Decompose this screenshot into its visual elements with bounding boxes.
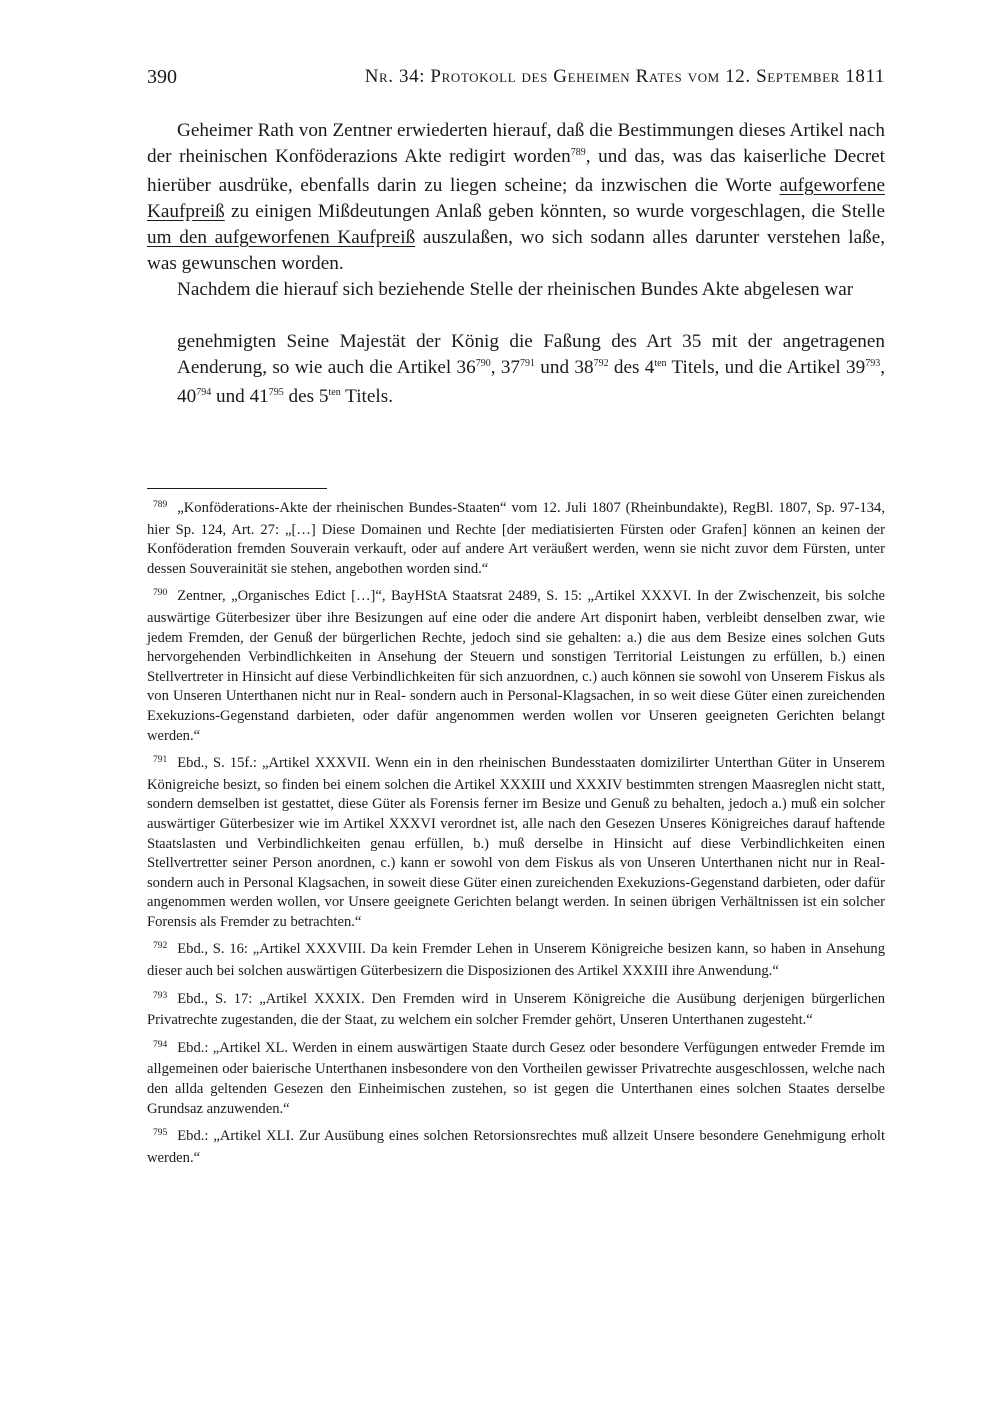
paragraph-2: Nachdem die hierauf sich beziehende Stelle der rheinischen Bundes Akte abgelesen war [177,279,854,300]
footnote-number: 791 [153,755,168,766]
main-text [147,118,885,413]
paragraph-3-text-c: und 38 [535,357,594,378]
footnote-ref-792: 792 [593,358,609,369]
footnote-text: „Konföderations-Akte der rheinischen Bundes-Staaten“ vom 12. Juli 1807 (Rheinbundakte), RegBl. 1807, Sp. 97-134, hier Sp. 124, Art. 27: „[…] Diese Domainen und Rechte [der mediatisierten Fürsten oder Grafen] können an keinen der Konföderation fremden Souverain verkauft, oder auf andere Art veräußert werden, wenn sie nicht zuvor dem Fürsten, unter dessen Souverainität sie stehen, angebothen worden sind.“ [147,500,885,577]
superscript-ten-2: ten [328,387,341,398]
footnote-text: Ebd., S. 16: „Artikel XXXVIII. Da kein Fremder Lehen in Unserem Königreiche besizen kann, so haben in Ansehung dieser auch bei solchen auswärtigen Güterbesizern die Disposizionen des Artikel XXXIII ihre Anwendung.“ [147,941,885,980]
footnote-number: 789 [153,500,168,510]
footnote-number: 794 [153,1039,168,1050]
paragraph-1 [147,118,885,277]
footnotes [147,499,885,1176]
footnote-789 [147,499,885,579]
paragraph-3-text-e: Titels, und die Artikel 39 [666,357,866,378]
paragraph-3-text-i: Titels. [340,386,394,407]
superscript-ten-1: ten [654,358,667,369]
page-number: 390 [147,66,177,88]
footnote-ref-791: 791 [520,358,536,369]
footnote-text: Zentner, „Organisches Edict […]“, BayHStA Staatsrat 2489, S. 15: „Artikel XXXVI. In der Zwischenzeit, bis solche auswärtige Güterbesizer über ihre Besizungen auf eine oder die andere Art disponirt haben, verbleibt denselben zwar, wie jedem Fremden, der Genuß der bürgerlichen Rechte, jedoch sind sie gehalten: a.) die aus dem Besize eines solchen Guts hervorgehenden Verbindlichkeiten in Ansehung der Steuern und sonstigen Territorial Leistungen zu erfüllen, b.) einen Stellvertreter in Hinsicht auf diese Verbindlichkeiten für sich anzuordnen, c.) auch können sie sowohl von Unserem Fiskus als von Unseren Unterthanen nicht nur in Real- sondern auch in Personal-Klagsachen, in so weit diese Güter einen zureichenden Exekuzions-Gegenstand darbieten, oder dafür angenommen werden wollen vor Unseren geeigneten Gerichten belangt werden.“ [147,588,885,744]
footnote-ref-789: 789 [570,147,586,158]
footnote-text: Ebd., S. 17: „Artikel XXXIX. Den Fremden wird in Unserem Königreiche die Ausübung derjenigen bürgerlichen Privatrechte zugestanden, die der Staat, zu welchem ein solcher Fremder gehört, Unseren Unterthanen zugesteht.“ [147,990,885,1029]
footnote-793 [147,990,885,1031]
footnote-791 [147,754,885,932]
footnote-divider [147,488,327,489]
footnote-number: 795 [153,1128,168,1139]
paragraph-1-text-d: auszulaßen, wo sich sodann alles darunter verstehen laße, was gewunschen worden. [147,227,886,274]
footnote-ref-790: 790 [475,358,491,369]
paragraph-3-text-h: des 5 [283,386,329,407]
footnote-ref-795: 795 [268,387,284,398]
underlined-phrase-1: aufgeworfene Kaufpreiß [147,175,885,222]
footnote-794 [147,1039,885,1119]
footnote-ref-793: 793 [865,358,881,369]
underlined-phrase-2: um den aufgeworfenen Kaufpreiß [147,227,416,248]
paragraph-1-text-a: Geheimer Rath von Zentner erwiederten hierauf, daß die Bestimmungen dieses Artikel nach der rheinischen Konföderazions Akte redigirt worden [147,120,885,167]
footnote-795 [147,1127,885,1168]
footnote-ref-794: 794 [196,387,212,398]
footnote-text: Ebd., S. 15f.: „Artikel XXXVII. Wenn ein in den rheinischen Bundesstaaten domizilirter Unterthan Güter in Unserem Königreiche besizt, so finden bei einem solchen die Artikel XXXIII und XXXIV bestimmten strengen Maasreglen nicht statt, sondern demselben ist gestattet, diese Güter als Forensis ferner im Besize und Genuß zu behalten, jedoch a.) muß ein solcher auswärtiger Güterbesizer wie im Artikel XXXVI verordnet ist, alle nach den Gesezen Unseres Königreiches darauf haftende Staatslasten und Verbindlichkeiten genau erfüllen, b.) muß derselbe in Hinsicht auf diese Verbindlichkeiten einen Stellvertretter seiner Person anordnen, c.) kann er sowohl von dem Fiskus als von Unseren Unterthanen nicht nur in Real- sondern auch in Personal Klagsachen, in soweit diese Güter einen zureichenden Exekuzions-Gegenstand darbieten, oder dafür angenommen werden wollen, vor Unsere geeignete Gerichten belangt werden. In seinen übrigen Verhältnissen ist ein solcher Forensis als Fremder zu betrachten.“ [147,755,885,930]
footnote-number: 793 [153,990,168,1001]
paragraph-3-text-b: , 37 [490,357,521,378]
paragraph-3-text-g: und 41 [211,386,269,407]
footnote-text: Ebd.: „Artikel XLI. Zur Ausübung eines solchen Retorsionsrechtes muß allzeit Unsere besondere Genehmigung erholt werden.“ [147,1128,885,1166]
paragraph-3 [177,329,885,413]
paragraph-1-text-c: zu einigen Mißdeutungen Anlaß geben könnten, so wurde vorgeschlagen, die Stelle [224,201,885,222]
running-head: Nr. 34: Protokoll des Geheimen Rates vom 12. September 1811 [364,66,885,87]
paragraph-1-text-b: , und das, was das kaiserliche Decret hierüber ausdrüke, ebenfalls darin zu liegen scheine; da inzwischen die Worte [147,146,885,196]
paragraph-3-text-d: des 4 [608,357,655,378]
footnote-number: 792 [153,941,168,952]
footnote-790 [147,587,885,746]
paragraph-3-text-f: , 40 [177,357,886,407]
paragraph-3-text-a: genehmigten Seine Majestät der König die Faßung des Art 35 mit der angetragenen Aenderung, so wie auch die Artikel 36 [177,331,885,378]
footnote-792 [147,940,885,981]
footnote-text: Ebd.: „Artikel XL. Werden in einem auswärtigen Staate durch Gesez oder besondere Verfügungen entweder Fremde im allgemeinen oder baierische Unterthanen insbesondere von den Vortheilen gewisser Privatrechte ausgeschlossen, welche nach den allda geltenden Gesezen den Einheimischen zustehen, so ist gegen die Unterthanen eines solchen Staates derselbe Grundsaz anzuwenden.“ [147,1039,885,1117]
footnote-number: 790 [153,588,168,599]
